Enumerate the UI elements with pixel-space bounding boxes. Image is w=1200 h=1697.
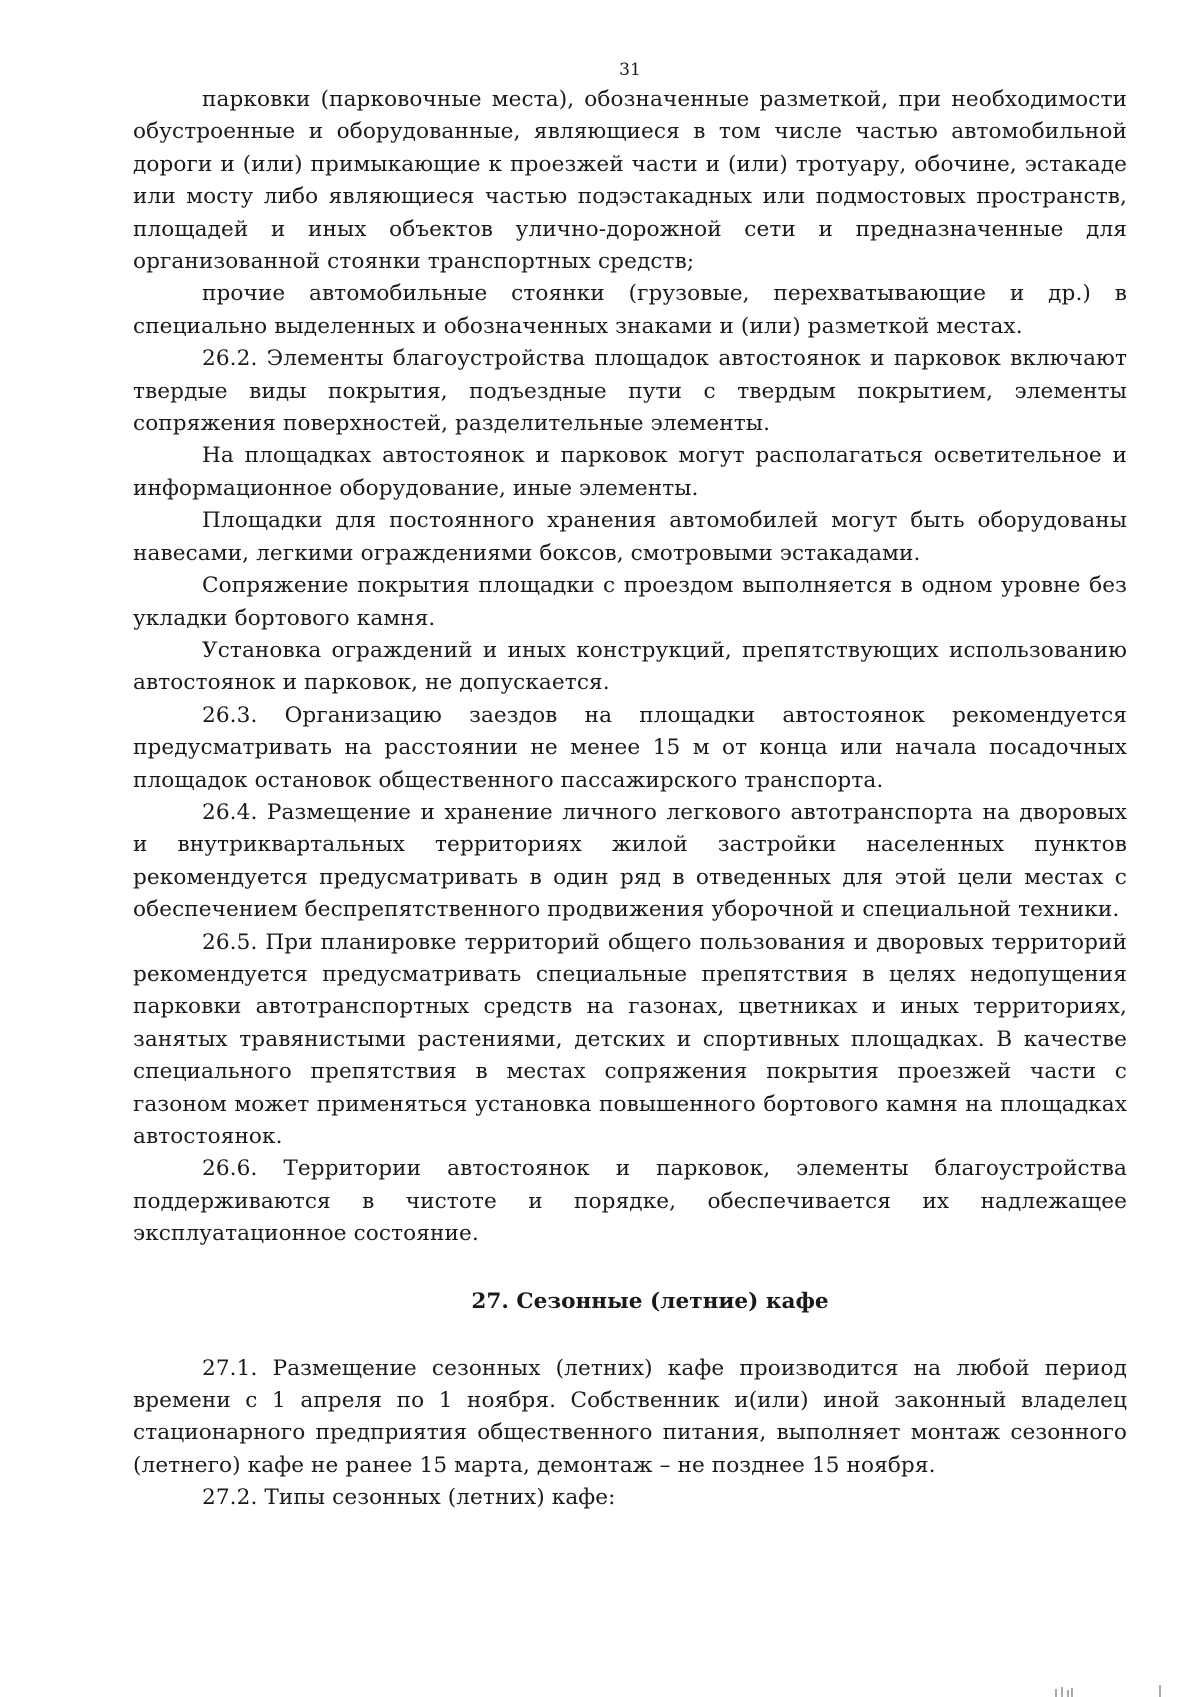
document-page [133, 58, 1127, 1515]
paragraph: Установка ограждений и иных конструкций, препятствующих использованию автостоянок и парковок, не допускается. [133, 637, 1127, 696]
page-number: 31 [619, 60, 641, 80]
section-title: 27. Сезонные (летние) кафе [471, 1288, 829, 1314]
paragraph-26-5: 26.5. При планировке территорий общего пользования и дворовых территорий рекомендуется предусматривать специальные препятствия в целях недопущения парковки автотранспортных средств на газонах, цветниках и иных территориях, занятых травянистыми растениями, детских и спортивных площадках. В качестве специального препятствия в местах сопряжения покрытия проезжей части с газоном может применяться установка повышенного бортового камня на площадках автостоянок. [133, 929, 1127, 1149]
paragraph-26-6: 26.6. Территории автостоянок и парковок, элементы благоустройства поддерживаются в чистоте и порядке, обеспечивается их надлежащее эксплуатационное состояние. [133, 1156, 1127, 1247]
paragraph: парковки (парковочные места), обозначенные разметкой, при необходимости обустроенные и оборудованные, являющиеся в том числе частью автомобильной дороги и (или) примыкающие к проезжей части и (или) тротуару, обочине, эстакаде или мосту либо являющиеся частью подэстакадных или подмостовых пространств, площадей и иных объектов улично-дорожной сети и предназначенные для организованной стоянки транспортных средств; [133, 87, 1127, 275]
paragraph-27-1: 27.1. Размещение сезонных (летних) кафе производится на любой период времени с 1 апреля по 1 ноября. Собственник и(или) иной законный владелец стационарного предприятия общественного питания, выполняет монтаж сезонного (летнего) кафе не ранее 15 марта, демонтаж – не позднее 15 ноября. [133, 1355, 1127, 1478]
paragraph: Площадки для постоянного хранения автомобилей могут быть оборудованы навесами, легкими ограждениями боксов, смотровыми эстакадами. [133, 508, 1127, 566]
paragraph-26-2: 26.2. Элементы благоустройства площадок автостоянок и парковок включают твердые виды покрытия, подъездные пути с твердым покрытием, элементы сопряжения поверхностей, разделительные элементы. [133, 346, 1127, 437]
paragraph: прочие автомобильные стоянки (грузовые, перехватывающие и др.) в специально выделенных и обозначенных знаками и (или) разметкой местах. [133, 281, 1127, 339]
section-27-body [133, 1353, 1127, 1515]
paragraph-27-2: 27.2. Типы сезонных (летних) кафе: [202, 1485, 616, 1511]
paragraph: На площадках автостоянок и парковок могут располагаться осветительное и информационное оборудование, иные элементы. [133, 443, 1127, 501]
paragraph-26-4: 26.4. Размещение и хранение личного легкового автотранспорта на дворовых и внутриквартальных территориях жилой застройки населенных пунктов рекомендуется предусматривать в один ряд в отведенных для этой цели местах с обеспечением беспрепятственного продвижения уборочной и специальной техники. [133, 799, 1127, 923]
paragraph: Сопряжение покрытия площадки с проездом выполняется в одном уровне без укладки бортового камня. [133, 573, 1127, 631]
scan-edge-mark [1048, 1683, 1168, 1697]
paragraph-26-3: 26.3. Организацию заездов на площадки автостоянок рекомендуется предусматривать на расстоянии не менее 15 м от конца или начала посадочных площадок остановок общественного пассажирского транспорта. [133, 702, 1127, 793]
section-26-body [133, 84, 1127, 1251]
